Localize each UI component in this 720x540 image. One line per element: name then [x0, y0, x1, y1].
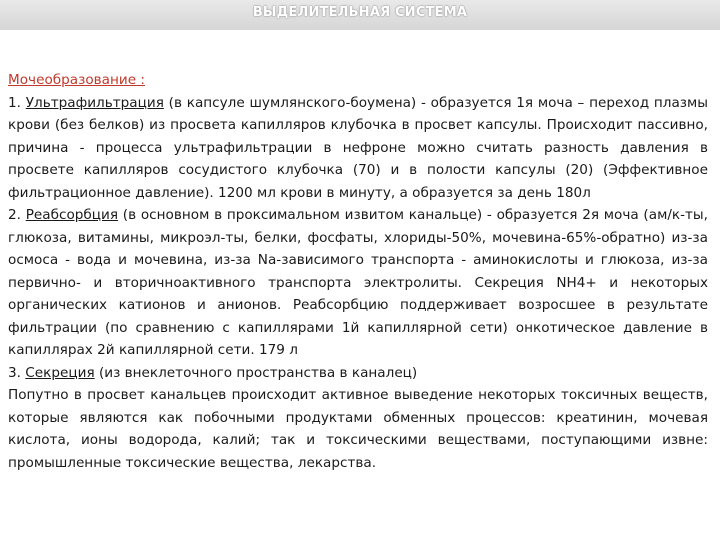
- term-reabsorption: Реабсорбция: [25, 207, 119, 223]
- title-bar: [0, 0, 720, 30]
- section-heading: [8, 69, 708, 92]
- term-ultrafiltration: Ультрафильтрация: [25, 94, 164, 111]
- item-number: 2.: [8, 207, 26, 223]
- term-secretion: Секреция: [25, 364, 95, 381]
- list-item-reabsorption: [8, 204, 708, 362]
- heading-text: Мочеобразование :: [8, 72, 145, 88]
- item-number: 3.: [8, 364, 26, 381]
- list-item-secretion: [8, 362, 708, 385]
- item-text: (в капсуле шумлянского-боумена) - образуется 1я моча – переход плазмы крови (без белков) из просвета капилляров клубочка в просвет капсулы. Происходит пассивно, причина - процесса ультрафильтрации в нефроне можно считать разность давления в просвете капилляров сосудистого клубочка (70) и в полости капсулы (20) (Эффективное фильтрационное давление). 1200 мл крови в минуту, а образуется за день 180л: [8, 94, 708, 201]
- list-item-ultrafiltration: [8, 92, 708, 205]
- slide-title: ВЫДЕЛИТЕЛЬНАЯ СИСТЕМА: [252, 5, 468, 20]
- body-paragraph: Попутно в просвет канальцев происходит активное выведение некоторых токсичных веществ, которые являются как побочными продуктами обменных процессов: креатинин, мочевая кислота, ионы водорода, калий; так и токсическими веществами, поступающими извне: промышленные токсические вещества, лекарства.: [8, 387, 708, 471]
- item-text: (в основном в проксимальном извитом канальце) - образуется 2я моча (ам/к-ты, глюкоза, витамины, микроэл-ты, белки, фосфаты, хлориды-50%, мочевина-65%-обратно) из-за осмоса - вода и мочевина, из-за Na-зависимого транспорта - аминокислоты и глюкоза, из-за первично- и вторичноактивного транспорта электролиты. Секреция NH4+ и некоторых органических катионов и анионов. Реабсорбцию поддерживает возросшее в результате фильтрации (по сравнению с капиллярами 1й капиллярной сети) онкотическое давление в капиллярах 2й капиллярной сети. 179 л: [8, 207, 708, 358]
- item-number: 1.: [8, 94, 26, 111]
- slide-body: [8, 69, 708, 474]
- item-text: (из внеклеточного пространства в каналец): [94, 364, 418, 381]
